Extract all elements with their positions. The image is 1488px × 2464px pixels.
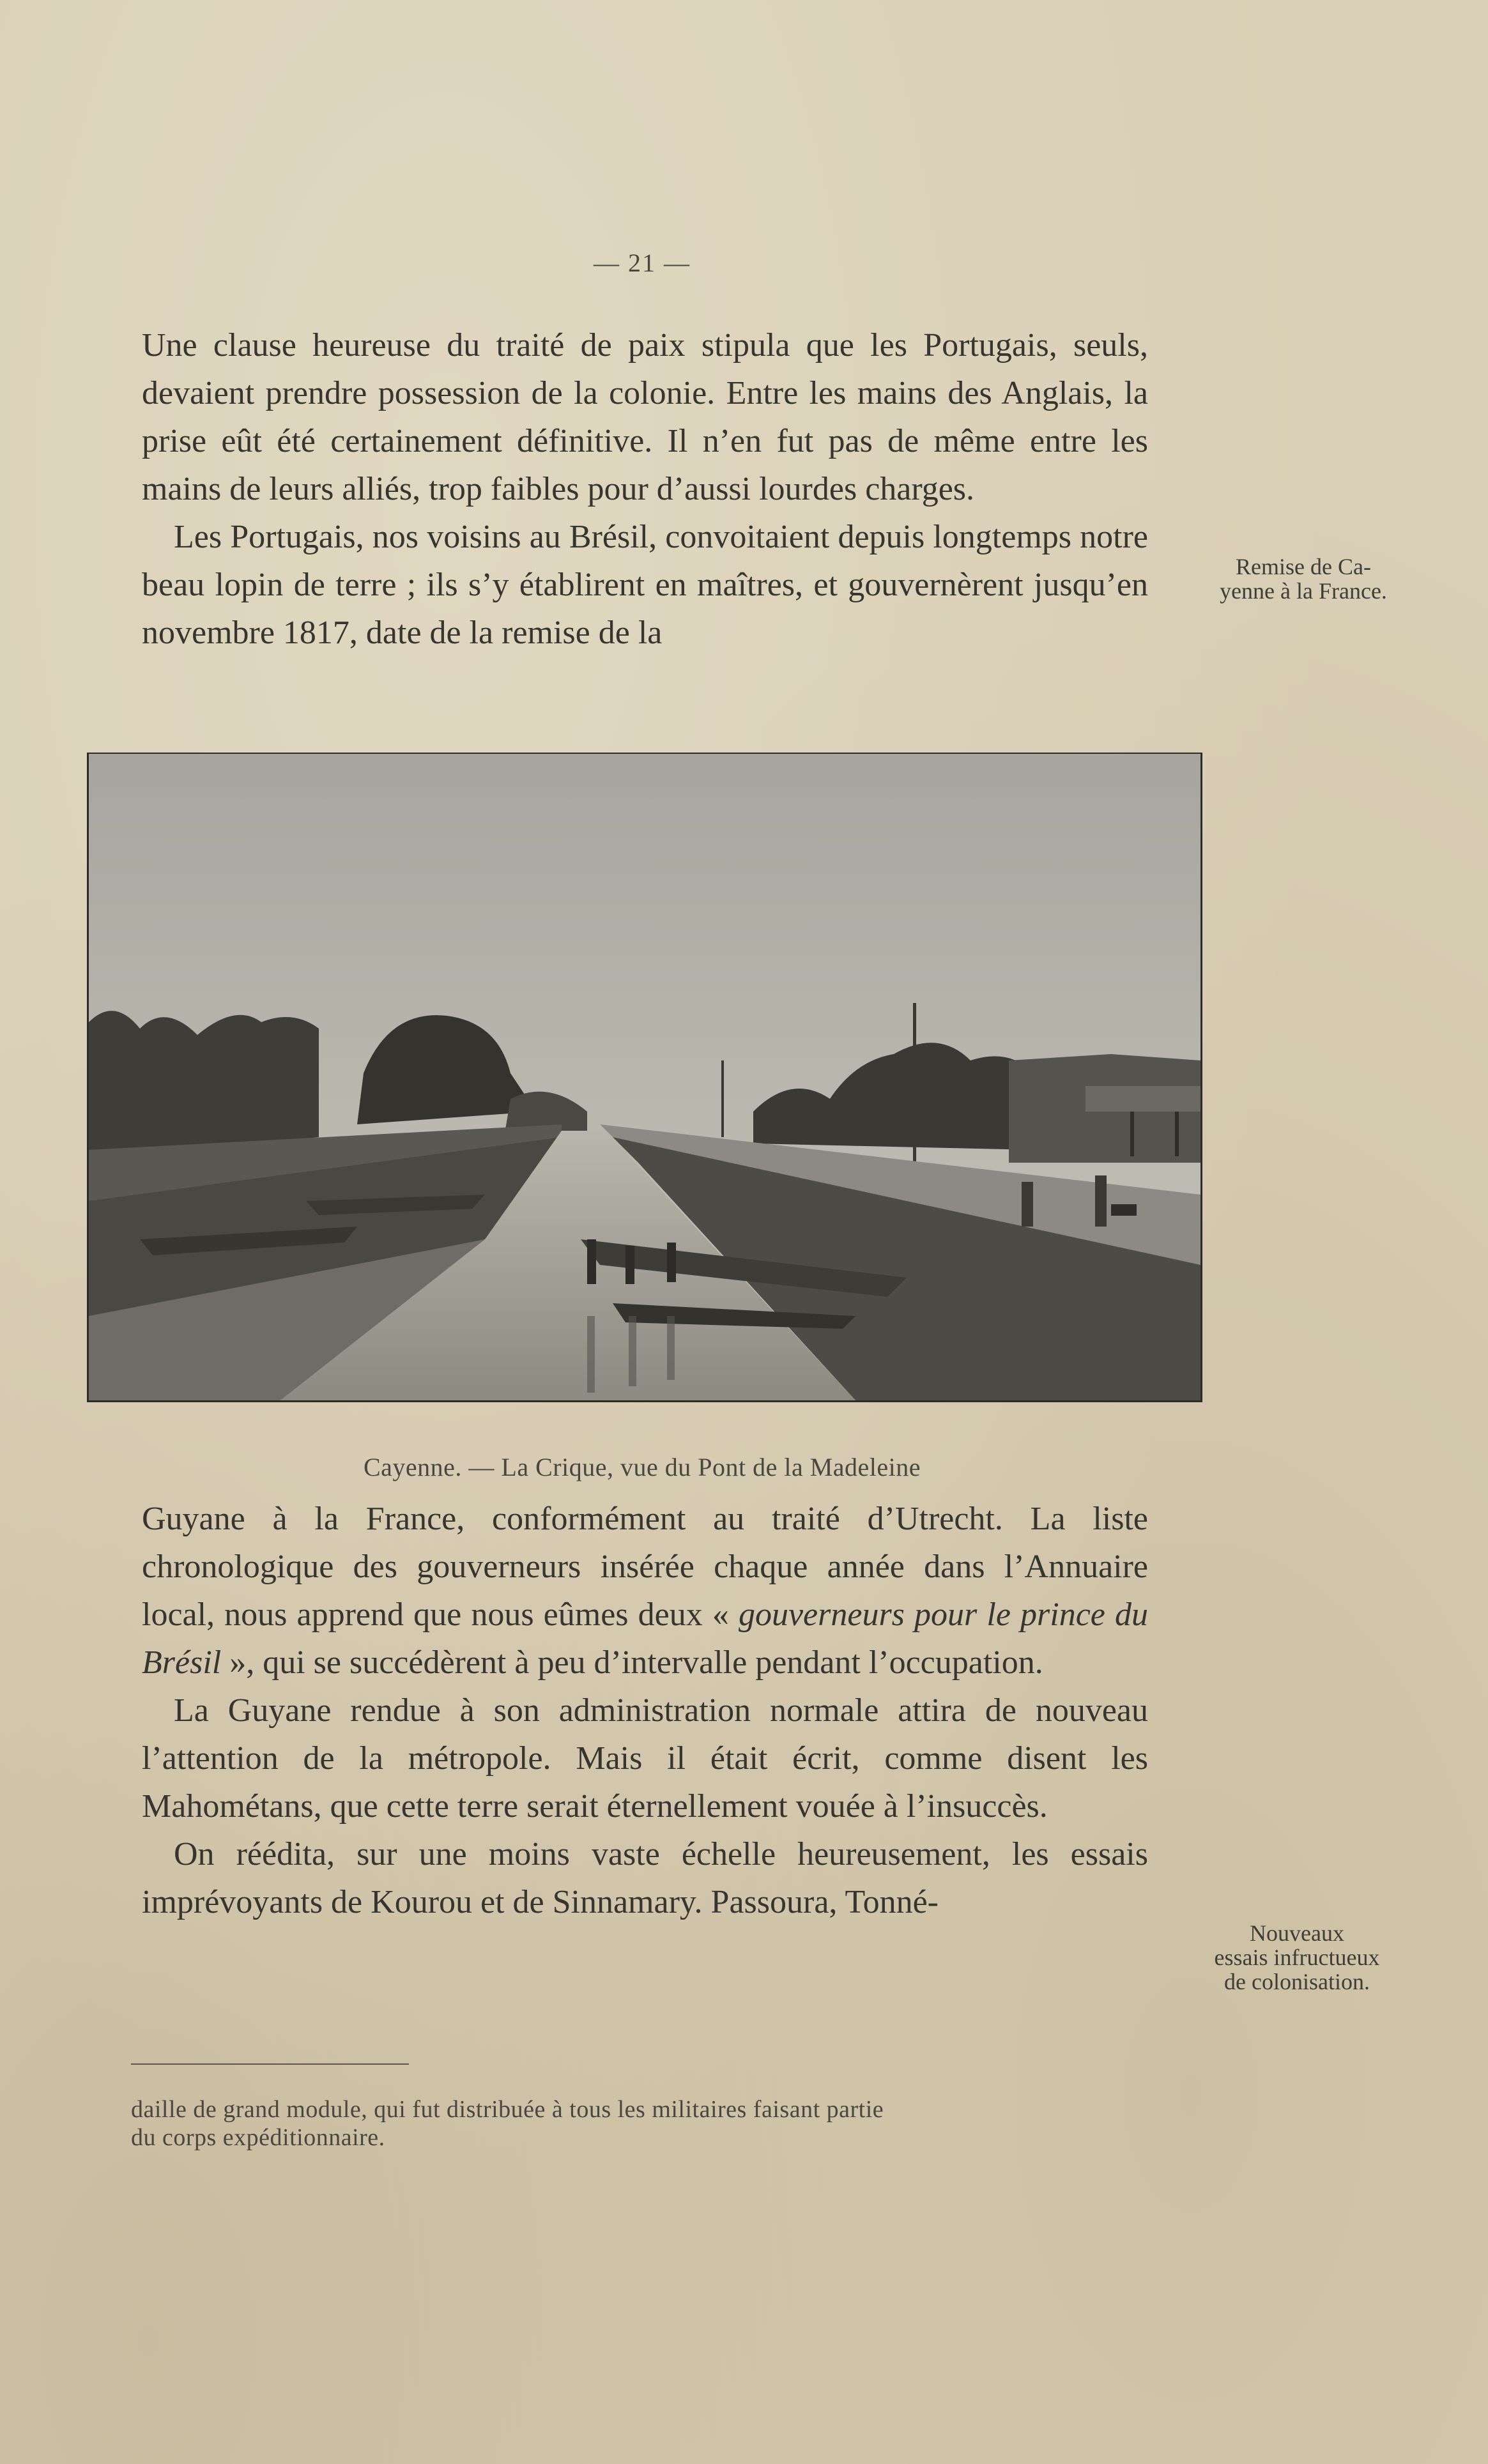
photo-caption: Cayenne. — La Crique, vue du Pont de la Madeleine (363, 1453, 921, 1481)
margin-note-line: Remise de Ca- (1236, 554, 1371, 579)
paragraph: Les Portugais, nos voisins au Brésil, convoitaient depuis longtemps notre beau lopin de terre ; ils s’y établirent en maîtres, et gouvernèrent jusqu’en novembre 1817, date de la remise de la (142, 519, 1148, 651)
footnote-line: daille de grand module, qui fut distribuée à tous les militaires faisant partie (131, 2096, 884, 2123)
footnote-line: du corps expéditionnaire. (131, 2124, 385, 2151)
margin-note-line: essais infructueux (1214, 1945, 1380, 1970)
page-number: — 21 — (594, 249, 691, 277)
paragraph: La Guyane rendue à son administration normale attira de nouveau l’attention de la métropole. Mais il était écrit, comme disent les Mahométans, que cette terre serait éternellement vouée à l’insuccès. (142, 1692, 1148, 1825)
text-block-bottom (142, 1495, 1148, 1926)
margin-note-remise (1182, 555, 1425, 603)
text-block-top (142, 321, 1148, 657)
footnote-divider (131, 2063, 409, 2065)
paragraph-end: », qui se succédèrent à peu d’intervalle pendant l’occupation. (221, 1644, 1043, 1681)
margin-note-line: de colonisation. (1224, 1969, 1370, 1994)
paragraph-start: Guyane à la France, conformément au traité d’Utrecht. La liste chronologique des gouverneurs insérée chaque année dans l’Annuaire local, nous apprend que nous eûmes deux « (142, 1501, 1148, 1633)
photograph-cayenne-crique (87, 753, 1202, 1402)
margin-note-line: yenne à la France. (1220, 578, 1387, 604)
margin-note-essais (1169, 1921, 1425, 1994)
paragraph: On réédita, sur une moins vaste échelle heureusement, les essais imprévoyants de Kourou et de Sinnamary. Passoura, Tonné- (142, 1836, 1148, 1920)
paragraph (142, 1495, 1148, 1687)
italic-phrase: gouverneurs pour le prince du Brésil (142, 1596, 1148, 1681)
footnote (131, 2095, 1153, 2152)
paragraph: Une clause heureuse du traité de paix stipula que les Portugais, seuls, devaient prendre possession de la colonie. Entre les mains des Anglais, la prise eût été certainement définitive. Il n’en fut pas de même entre les mains de leurs alliés, trop faibles pour d’aussi lourdes charges. (142, 327, 1148, 507)
margin-note-line: Nouveaux (1250, 1920, 1344, 1946)
